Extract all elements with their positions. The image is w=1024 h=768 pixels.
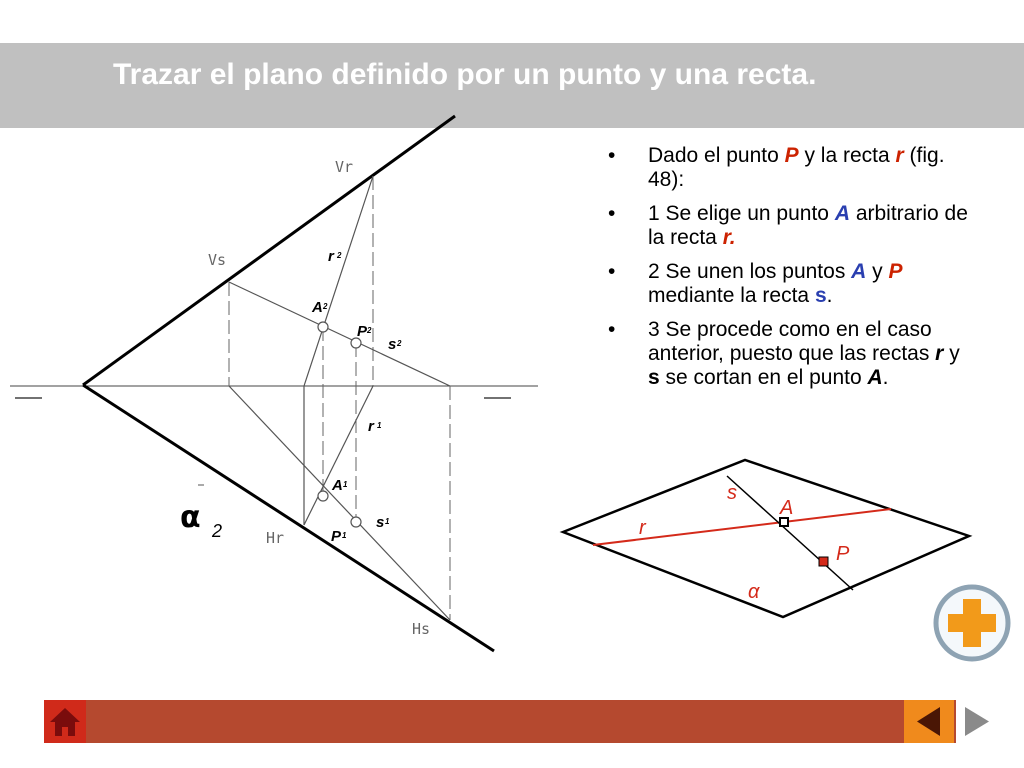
label-vs: Vs <box>208 251 227 269</box>
label-r1: r <box>368 418 374 435</box>
page-title: Trazar el plano definido por un punto y una recta. <box>113 58 817 91</box>
dihedral-diagram <box>0 0 555 700</box>
s-horizontal-projection <box>229 386 450 620</box>
label-s2: s <box>388 336 397 353</box>
label-p1-sub: 1 <box>342 531 347 540</box>
label-s1-sub: 1 <box>385 517 390 526</box>
label-a1: A <box>332 477 343 494</box>
prev-arrow-icon <box>904 700 954 743</box>
r-horizontal-projection <box>304 386 373 525</box>
bottom-nav-bar <box>44 700 996 743</box>
label-hs: Hs <box>412 620 431 638</box>
label-s2-sub: 2 <box>397 339 402 348</box>
label-hr: Hr <box>266 529 285 547</box>
sketch-label-plane: α <box>748 581 760 603</box>
plus-button[interactable] <box>932 583 1012 663</box>
label-a2-sub: 2 <box>323 302 328 311</box>
label-r2: r <box>328 248 334 265</box>
label-a2: A <box>312 299 323 316</box>
plane-sketch <box>555 452 975 622</box>
label-r1-sub: 1 <box>377 421 382 430</box>
point-a1 <box>318 491 328 501</box>
next-arrow-icon <box>956 700 998 743</box>
sketch-point-p <box>819 557 828 566</box>
next-button[interactable] <box>956 700 998 743</box>
sketch-label-r: r <box>639 517 646 539</box>
label-p1: P <box>331 528 342 545</box>
label-p2: P <box>357 323 368 340</box>
s-vertical-projection <box>229 282 450 386</box>
point-p1 <box>351 517 361 527</box>
label-p2-sub: 2 <box>367 326 372 335</box>
sketch-point-a <box>780 518 788 526</box>
previous-button[interactable] <box>904 700 954 743</box>
plane-parallelogram <box>563 460 969 617</box>
label-alpha-sub: 2 <box>212 521 223 541</box>
bullet-item: • 1 Se elige un punto A arbitrario de la recta r. <box>596 202 976 250</box>
bullet-item: • 2 Se unen los puntos A y P mediante la recta s. <box>596 260 976 308</box>
home-button[interactable] <box>44 700 86 743</box>
bullet-list <box>596 144 976 400</box>
label-s1: s <box>376 514 385 531</box>
r-vertical-projection <box>304 176 373 386</box>
sketch-label-s: s <box>727 482 737 504</box>
point-a2 <box>318 322 328 332</box>
label-vr: Vr <box>335 158 354 176</box>
bullet-item: • Dado el punto P y la recta r (fig. 48): <box>596 144 976 192</box>
sketch-label-a: A <box>780 497 794 519</box>
sketch-label-p: P <box>836 543 850 565</box>
label-a1-sub: 1 <box>343 480 348 489</box>
bullet-item: • 3 Se procede como en el caso anterior, puesto que las rectas r y s se cortan en el punto A. <box>596 318 976 390</box>
horizontal-trace <box>83 385 494 651</box>
label-r2-sub: 2 <box>337 251 342 260</box>
label-alpha: α <box>180 500 201 535</box>
plus-icon <box>932 583 1012 663</box>
home-icon <box>44 700 86 743</box>
